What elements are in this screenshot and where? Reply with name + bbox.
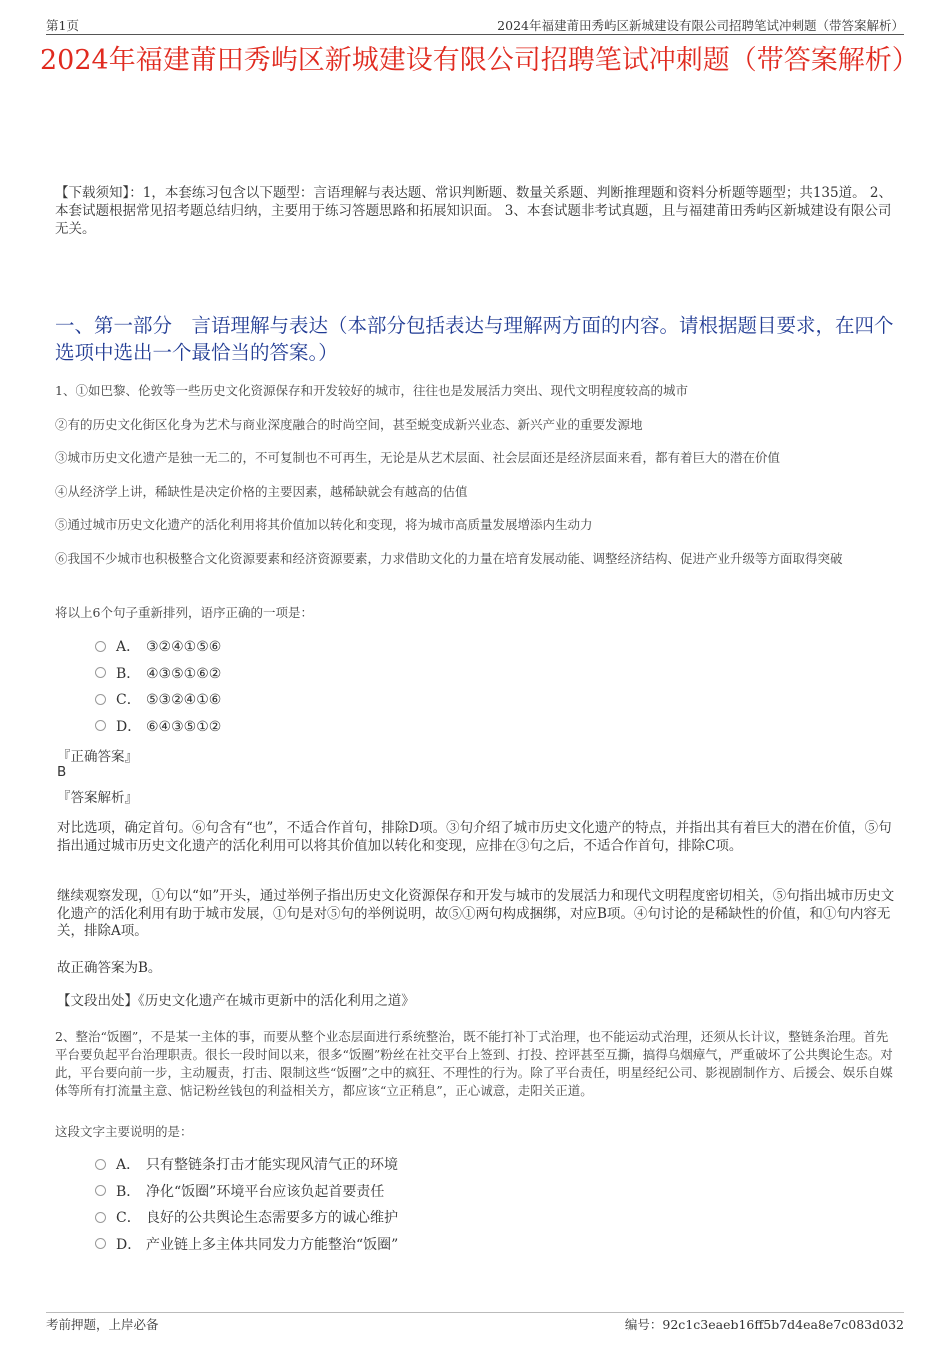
analysis-paragraph-1: 对比选项，确定首句。⑥句含有“也”，不适合作首句，排除D项。③句介绍了城市历史文化遗产的特点，并指出其有着巨大的潜在价值，⑤句指出通过城市历史文化遗产的活化利用可以将其价值加以转化和变现，应排在③句之后，不适合作首句，排除C项。 xyxy=(57,820,892,854)
analysis-conclusion: 故正确答案为B。 xyxy=(57,960,162,976)
radio-icon[interactable] xyxy=(95,720,106,731)
document-title: 2024年福建莆田秀屿区新城建设有限公司招聘笔试冲刺题（带答案解析） xyxy=(40,45,919,76)
q1-option-b[interactable]: B． ④③⑤①⑥② xyxy=(95,661,221,688)
radio-icon[interactable] xyxy=(95,694,106,705)
radio-icon[interactable] xyxy=(95,667,106,678)
radio-icon[interactable] xyxy=(95,641,106,652)
analysis-label: 『答案解析』 xyxy=(57,790,138,806)
q1-stem-3: ③城市历史文化遗产是独一无二的，不可复制也不可再生，无论是从艺术层面、社会层面还是经济层面来看，都有着巨大的潜在价值 xyxy=(55,450,781,465)
page-footer xyxy=(46,1312,904,1332)
download-notice: 【下载须知】：1，本套练习包含以下题型：言语理解与表达题、常识判断题、数量关系题、判断推理题和资料分析题等题型；共135道。 2、本套试题根据常见招考题总结归纳，主要用于练习答题思路和拓展知识面。 3、本套试题非考试真题，且与福建莆田秀屿区新城建设有限公司无关。 xyxy=(55,185,892,237)
footer-slogan: 考前押题，上岸必备 xyxy=(46,1317,159,1332)
footer-code: 编号：92c1c3eaeb16ff5b7d4ea8e7c083d032 xyxy=(624,1317,904,1332)
header-doc-title: 2024年福建莆田秀屿区新城建设有限公司招聘笔试冲刺题（带答案解析） xyxy=(497,18,904,33)
q1-stem-2: ②有的历史文化街区化身为艺术与商业深度融合的时尚空间，甚至蜕变成新兴业态、新兴产业的重要发源地 xyxy=(55,417,643,432)
q2-options xyxy=(95,1152,398,1258)
q1-option-d[interactable]: D． ⑥④③⑤①② xyxy=(95,714,221,741)
q1-option-c[interactable]: C． ⑤③②④①⑥ xyxy=(95,687,221,714)
radio-icon[interactable] xyxy=(95,1238,106,1249)
page-header xyxy=(46,14,904,35)
q2-option-d[interactable]: D． 产业链上多主体共同发力方能整治“饭圈” xyxy=(95,1232,398,1259)
q1-option-a[interactable]: A． ③②④①⑤⑥ xyxy=(95,634,221,661)
q2-stem: 2、整治“饭圈”，不是某一主体的事，而要从整个业态层面进行系统整治，既不能打补丁式治理，也不能运动式治理，还须从长计议，整链条治理。首先平台要负起平台治理职责。很长一段时间以来，很多“饭圈”粉丝在社交平台上签到、打投、控评甚至互撕，搞得乌烟瘴气，严重破坏了公共舆论生态。对此，平台要向前一步，主动履责，打击、限制这些“饭圈”之中的疯狂、不理性的行为。除了平台责任，明星经纪公司、影视剧制作方、后援会、娱乐自媒体等所有打流量主意、惦记粉丝钱包的利益相关方，都应该“立正稍息”，正心诚意，走阳关正道。 xyxy=(55,1029,893,1098)
q2-option-c[interactable]: C． 良好的公共舆论生态需要多方的诚心维护 xyxy=(95,1205,398,1232)
q1-stem-1: 1、①如巴黎、伦敦等一些历史文化资源保存和开发较好的城市，往往也是发展活力突出、现代文明程度较高的城市 xyxy=(55,383,688,398)
answer-label: 『正确答案』 xyxy=(57,749,138,765)
radio-icon[interactable] xyxy=(95,1212,106,1223)
q2-question: 这段文字主要说明的是： xyxy=(55,1124,193,1139)
q1-stem-5: ⑤通过城市历史文化遗产的活化利用将其价值加以转化和变现，将为城市高质量发展增添内生动力 xyxy=(55,517,593,532)
q1-options xyxy=(95,634,221,740)
section-heading: 一、第一部分 言语理解与表达（本部分包括表达与理解两方面的内容。请根据题目要求，在四个选项中选出一个最恰当的答案。） xyxy=(55,314,894,364)
q1-stem-4: ④从经济学上讲，稀缺性是决定价格的主要因素，越稀缺就会有越高的估值 xyxy=(55,484,468,499)
q1-stem-6: ⑥我国不少城市也积极整合文化资源要素和经济资源要素，力求借助文化的力量在培育发展动能、调整经济结构、促进产业升级等方面取得突破 xyxy=(55,551,843,566)
q1-question: 将以上6个句子重新排列，语序正确的一项是： xyxy=(55,605,313,620)
q2-option-a[interactable]: A． 只有整链条打击才能实现风清气正的环境 xyxy=(95,1152,398,1179)
q2-option-b[interactable]: B． 净化“饭圈”环境平台应该负起首要责任 xyxy=(95,1179,398,1206)
radio-icon[interactable] xyxy=(95,1159,106,1170)
source-citation: 【文段出处】《历史文化遗产在城市更新中的活化利用之道》 xyxy=(57,993,415,1009)
answer-value: B xyxy=(57,764,67,780)
analysis-paragraph-2: 继续观察发现，①句以“如”开头，通过举例子指出历史文化资源保存和开发与城市的发展活力和现代文明程度密切相关，⑤句指出城市历史文化遗产的活化利用有助于城市发展，①句是对⑤句的举例说明，故⑤①两句构成捆绑，对应B项。④句讨论的是稀缺性的价值，和①句内容无关，排除A项。 xyxy=(57,888,895,939)
radio-icon[interactable] xyxy=(95,1185,106,1196)
page-number: 第1页 xyxy=(46,18,79,33)
